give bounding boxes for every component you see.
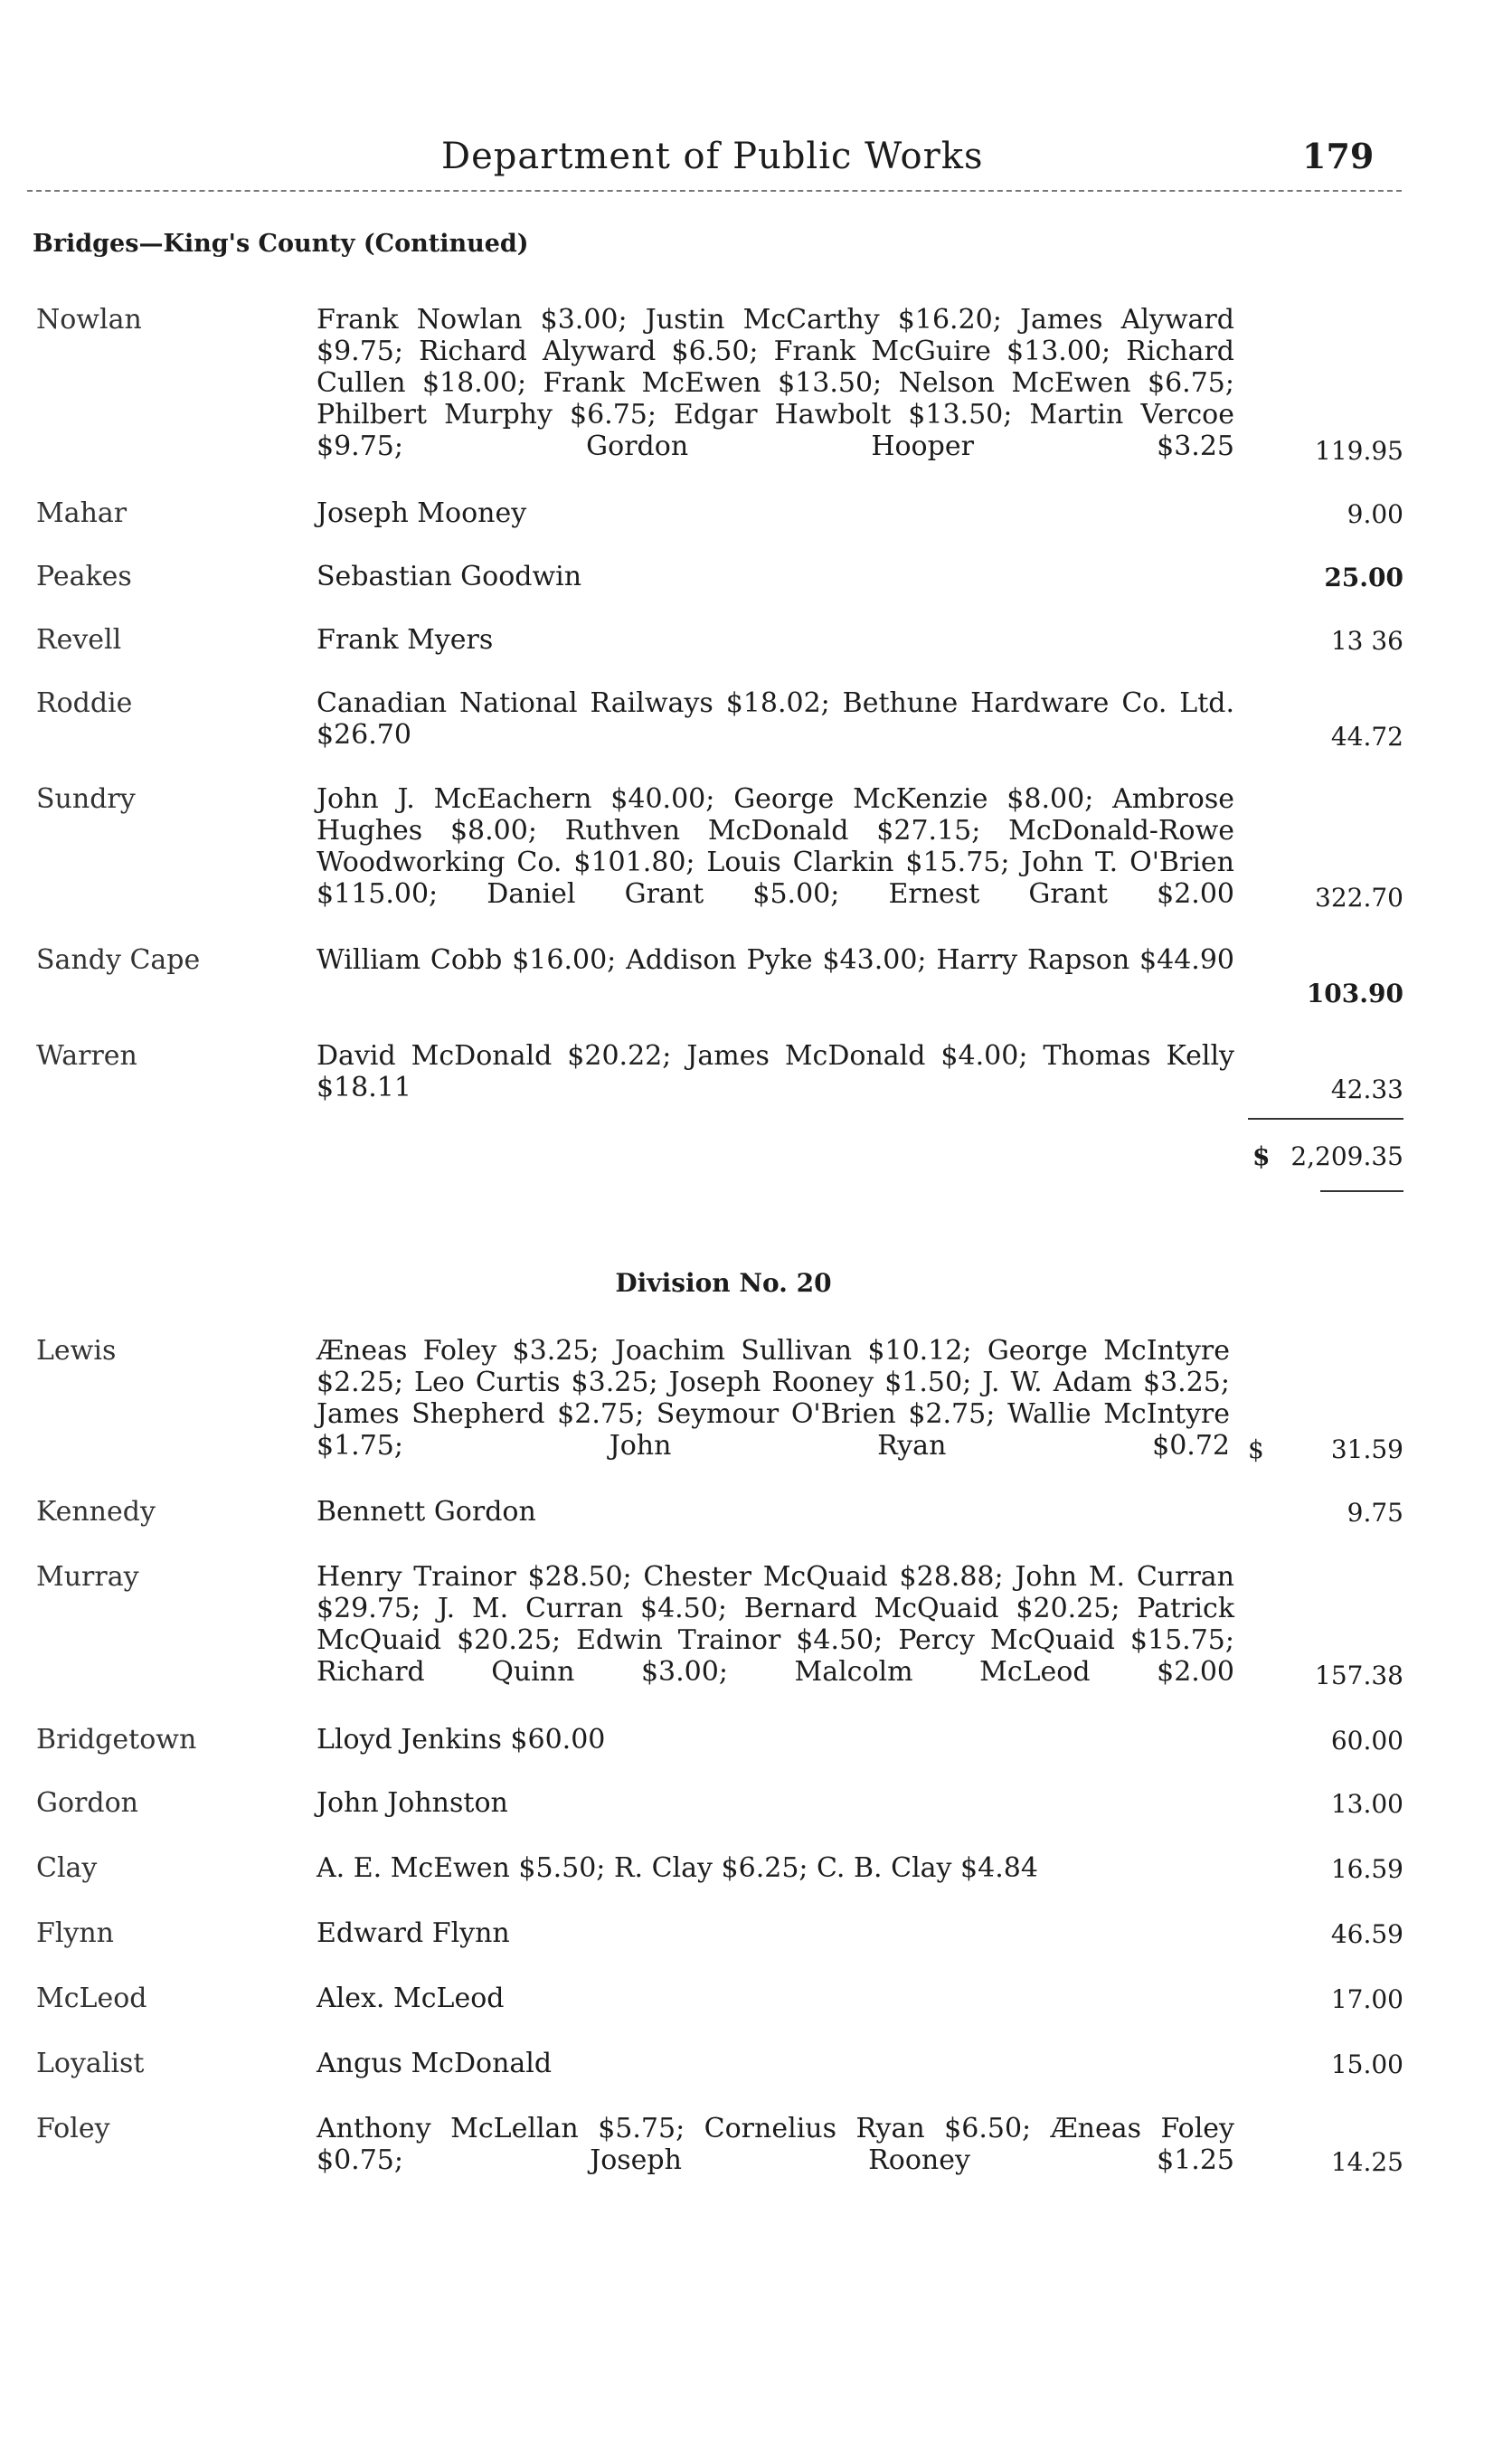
entry-description: William Cobb $16.00; Addison Pyke $43.00; Harry Rapson $44.90 [317, 944, 1234, 976]
entry-description: Henry Trainor $28.50; Chester McQuaid $28.88; John M. Curran $29.75; J. M. Curran $4.50; Bernard McQuaid $20.25; Patrick McQuaid $20.25; Edwin Trainor $4.50; Percy McQuaid $15.75; Richard Quinn $3.00; Malcolm McLeod $2.00 [317, 1561, 1234, 1688]
entry-amount: 25.00 [1324, 563, 1403, 592]
entry-name: Sundry [36, 783, 136, 815]
entry-name: Peakes [36, 561, 132, 592]
entry-name: Nowlan [36, 304, 142, 336]
entry-description: Edward Flynn [317, 1917, 510, 1949]
entry-description: John J. McEachern $40.00; George McKenzie $8.00; Ambrose Hughes $8.00; Ruthven McDonald $27.15; McDonald-Rowe Woodworking Co. $101.80; Louis Clarkin $15.75; John T. O'Brien $115.00; Daniel Grant $5.00; Ernest Grant $2.00 [317, 783, 1234, 910]
entry-name: Lewis [36, 1335, 117, 1367]
entry-description: Alex. McLeod [317, 1983, 505, 2014]
entry-description: Angus McDonald [317, 2048, 553, 2079]
entry-amount: 119.95 [1315, 436, 1403, 466]
entry-name: Bridgetown [36, 1724, 197, 1756]
column-currency: $ [1248, 1434, 1264, 1464]
entry-name: Foley [36, 2113, 110, 2144]
entry-amount: 157.38 [1315, 1661, 1403, 1690]
entry-name: Flynn [36, 1917, 115, 1949]
section-heading: Bridges—King's County (Continued) [33, 230, 529, 258]
entry-description: Bennett Gordon [317, 1496, 536, 1528]
page-number: 179 [1302, 136, 1375, 176]
entry-amount: 15.00 [1330, 2049, 1403, 2079]
entry-description: Anthony McLellan $5.75; Cornelius Ryan $6.50; Æneas Foley $0.75; Joseph Rooney $1.25 [317, 2113, 1234, 2176]
entry-amount: 13 36 [1330, 626, 1403, 656]
entry-name: Murray [36, 1561, 139, 1593]
entry-description: Æneas Foley $3.25; Joachim Sullivan $10.12; George McIntyre $2.25; Leo Curtis $3.25; Joseph Rooney $1.50; J. W. Adam $3.25; James Shepherd $2.75; Seymour O'Brien $2.75; Wallie McIntyre $1.75; John Ryan $0.72 [317, 1335, 1230, 1462]
entry-description: Sebastian Goodwin [317, 561, 582, 592]
entry-amount: 16.59 [1330, 1854, 1403, 1884]
entry-name: Kennedy [36, 1496, 156, 1528]
entry-amount: 9.00 [1347, 499, 1403, 529]
entry-description: John Johnston [317, 1787, 508, 1819]
entry-amount: 103.90 [1306, 979, 1403, 1008]
entry-name: Roddie [36, 687, 133, 719]
entry-amount: 9.75 [1347, 1498, 1403, 1528]
entry-name: Revell [36, 624, 122, 656]
entry-name: Mahar [36, 497, 128, 529]
entry-name: Gordon [36, 1787, 138, 1819]
entry-amount: 44.72 [1330, 722, 1403, 752]
entry-amount: 13.00 [1330, 1789, 1403, 1819]
section-total: 2,209.35 [1290, 1141, 1403, 1171]
entry-name: Clay [36, 1852, 98, 1884]
total-underline [1320, 1190, 1403, 1192]
entry-amount: 42.33 [1330, 1074, 1403, 1104]
entry-name: Loyalist [36, 2048, 145, 2079]
entry-description: Canadian National Railways $18.02; Bethune Hardware Co. Ltd. $26.70 [317, 687, 1234, 751]
entry-name: Warren [36, 1040, 137, 1072]
entry-description: Frank Nowlan $3.00; Justin McCarthy $16.20; James Alyward $9.75; Richard Alyward $6.50; Frank McGuire $13.00; Richard Cullen $18.00; Frank McEwen $13.50; Nelson McEwen $6.75; Philbert Murphy $6.75; Edgar Hawbolt $13.50; Martin Vercoe $9.75; Gordon Hooper $3.25 [317, 304, 1234, 462]
entry-description: Joseph Mooney [317, 497, 527, 529]
division-heading: Division No. 20 [615, 1268, 832, 1298]
entry-amount: 17.00 [1330, 1984, 1403, 2014]
entry-description: A. E. McEwen $5.50; R. Clay $6.25; C. B. Clay $4.84 [317, 1852, 1038, 1884]
entry-description: Lloyd Jenkins $60.00 [317, 1724, 606, 1756]
entry-amount: 31.59 [1330, 1434, 1403, 1464]
entry-amount: 322.70 [1315, 883, 1403, 913]
total-currency: $ [1252, 1141, 1271, 1171]
entry-name: Sandy Cape [36, 944, 201, 976]
total-rule [1248, 1118, 1403, 1120]
entry-amount: 14.25 [1330, 2147, 1403, 2177]
entry-description: Frank Myers [317, 624, 494, 656]
header-rule [27, 190, 1402, 192]
entry-amount: 60.00 [1330, 1726, 1403, 1756]
entry-name: McLeod [36, 1983, 147, 2014]
page-title: Department of Public Works [441, 136, 984, 177]
entry-amount: 46.59 [1330, 1919, 1403, 1949]
entry-description: David McDonald $20.22; James McDonald $4.00; Thomas Kelly $18.11 [317, 1040, 1234, 1103]
